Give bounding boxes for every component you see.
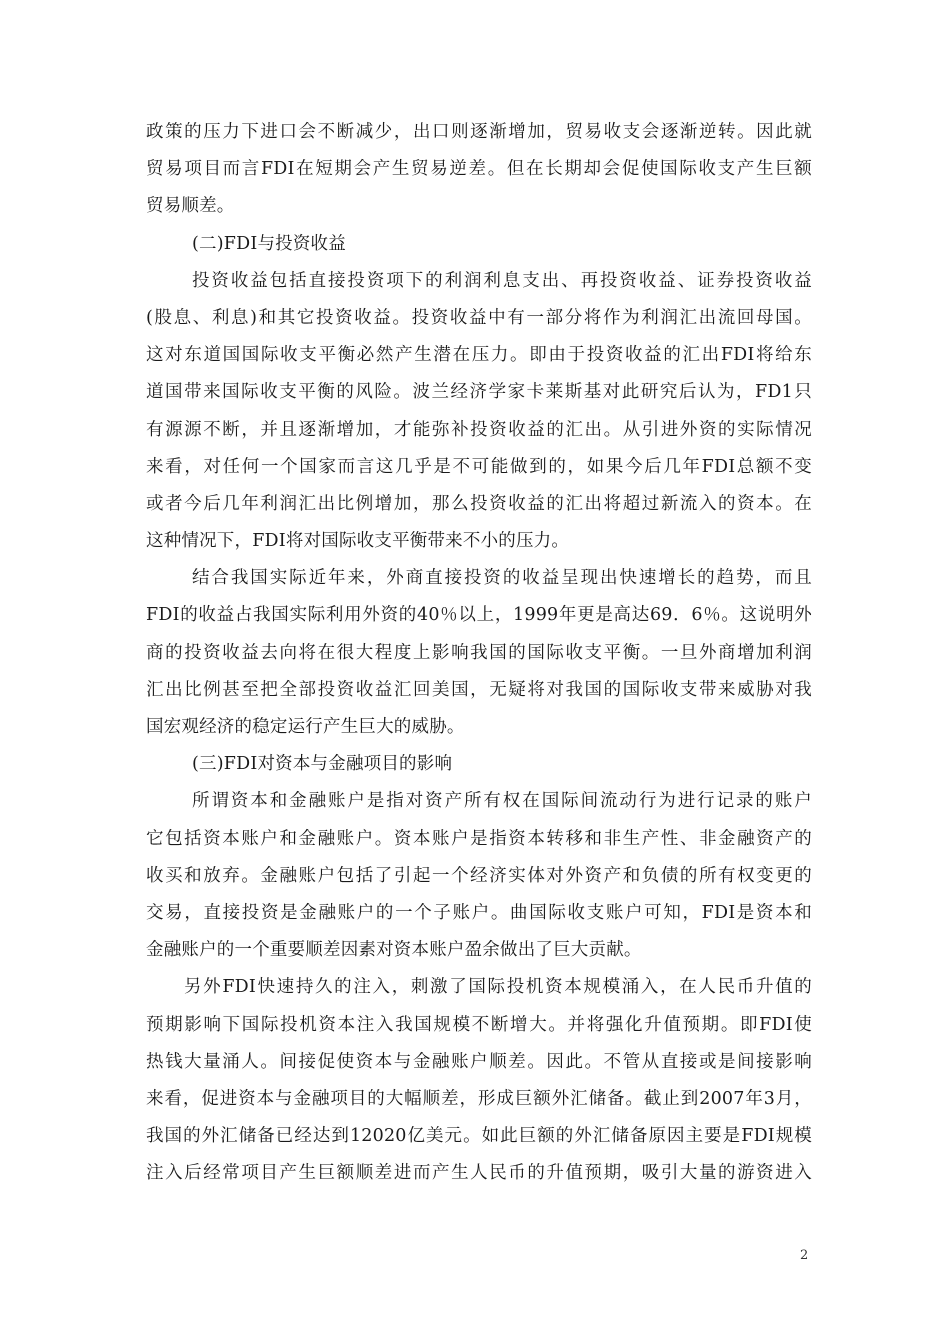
- text-line: 这种情况下，FDI将对国际收支平衡带来不小的压力。: [146, 531, 570, 552]
- text-line: 所谓资本和金融账户是指对资产所有权在国际间流动行为进行记录的账户: [192, 791, 812, 812]
- text-line: 热钱大量涌人。间接促使资本与金融账户顺差。因此。不管从直接或是间接影响: [146, 1051, 812, 1072]
- text-line: 或者今后几年利润汇出比例增加，那么投资收益的汇出将超过新流入的资本。在: [146, 493, 812, 514]
- text-line: 投资收益包括直接投资项下的利润利息支出、再投资收益、证券投资收益: [192, 270, 812, 291]
- text-line: 它包括资本账户和金融账户。资本账户是指资本转移和非生产性、非金融资产的: [146, 828, 812, 849]
- text-line: 金融账户的一个重要顺差因素对资本账户盈余做出了巨大贡献。: [146, 940, 642, 961]
- text-line: (三)FDI对资本与金融项目的影响: [192, 754, 453, 775]
- body-text: [146, 114, 812, 1192]
- text-line: 交易，直接投资是金融账户的一个子账户。曲国际收支账户可知，FDI是资本和: [146, 902, 812, 923]
- text-line: 政策的压力下进口会不断减少，出口则逐渐增加，贸易收支会逐渐逆转。因此就: [146, 122, 812, 142]
- text-line: 这对东道国国际收支平衡必然产生潜在压力。即由于投资收益的汇出FDI将给东: [146, 345, 812, 366]
- text-line: 另外FDI快速持久的注入，刺激了国际投机资本规模涌入，在人民币升值的: [184, 977, 812, 998]
- text-line: 我国的外汇储备已经达到12020亿美元。如此巨额的外汇储备原因主要是FDI规模: [146, 1126, 812, 1147]
- text-line: 道国带来国际收支平衡的风险。波兰经济学家卡莱斯基对此研究后认为，FD1只: [146, 382, 812, 403]
- text-line: 注入后经常项目产生巨额顺差进而产生人民币的升值预期，吸引大量的游资进入: [146, 1163, 812, 1184]
- text-line: 贸易顺差。: [146, 196, 235, 217]
- text-line: 收买和放弃。金融账户包括了引起一个经济实体对外资产和负债的所有权变更的: [146, 865, 812, 886]
- text-line: 商的投资收益去向将在很大程度上影响我国的国际收支平衡。一旦外商增加利润: [146, 642, 812, 663]
- text-line: 有源源不断，并且逐渐增加，才能弥补投资收益的汇出。从引进外资的实际情况: [146, 419, 812, 440]
- text-line: 结合我国实际近年来，外商直接投资的收益呈现出快速增长的趋势，而且: [192, 568, 812, 589]
- page-number: 2: [800, 1248, 809, 1263]
- text-line: FDI的收益占我国实际利用外资的40％以上，1999年更是高达69．6％。这说明外: [146, 605, 812, 626]
- text-line: 预期影响下国际投机资本注入我国规模不断增大。并将强化升值预期。即FDI使: [146, 1014, 812, 1035]
- text-line: 来看，促进资本与金融项目的大幅顺差，形成巨额外汇储备。截止到2007年3月，: [146, 1088, 812, 1109]
- text-line: 汇出比例甚至把全部投资收益汇回美国，无疑将对我国的国际收支带来威胁对我: [146, 679, 812, 700]
- text-line: 来看，对任何一个国家而言这几乎是不可能做到的，如果今后几年FDI总额不变: [146, 456, 812, 477]
- text-line: 贸易项目而言FDI在短期会产生贸易逆差。但在长期却会促使国际收支产生巨额: [146, 159, 812, 180]
- text-line: (二)FDI与投资收益: [192, 233, 346, 254]
- text-line: 国宏观经济的稳定运行产生巨大的威胁。: [146, 717, 465, 737]
- text-line: (股息、利息)和其它投资收益。投资收益中有一部分将作为利润汇出流回母国。: [146, 307, 812, 328]
